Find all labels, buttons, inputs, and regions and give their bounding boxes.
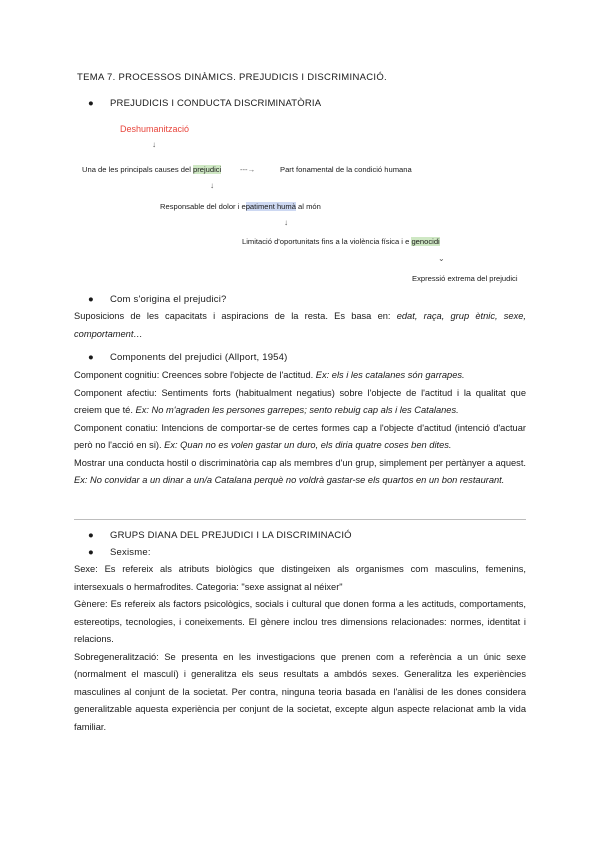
origin-text-examples: edat, raça, grup ètnic, sexe, comportament… (74, 311, 526, 339)
arrow-down-icon: ↓ (152, 140, 156, 149)
arrow-down-icon: ↓ (284, 218, 288, 227)
arrow-right-icon: ---→ (240, 165, 256, 174)
bullet-icon: ● (88, 547, 94, 558)
component-afectiu: Component afectiu: Sentiments forts (habitualment negatius) sobre l'objecte de l'actitud i la qualitat que creiem que té. (74, 387, 526, 415)
arrow-down-icon: ↓ (210, 181, 214, 190)
definition-genere: Gènere: Es refereix als factors psicològics, socials i cultural que donen forma a les actituds, comportaments, estereotips, tecnologies, i coneixements. El gènere inclou tres dimensions relacionades: normes, identitat i relacions. (74, 599, 526, 644)
definition-sobregeneralitzacio: Sobregeneralització: Se presenta en les investigacions que prenen com a referència a un únic sexe (normalment el masculí) i generalitza els seus resultats a ambdós sexes. Generalitza les experiències masculines al conjunt de la societat. Per contra, ninguna teoria basada en l'anàlisi de les dones considera generalitzable aquesta experiència per conjunt de la societat, excepte algun aspecte relacionat amb la vida familiar. (74, 651, 526, 732)
component-cognitiu-example: Ex: els i les catalanes són garrapes. (315, 370, 465, 380)
diagram-highlight-patiment: patiment humà (245, 202, 296, 211)
section-heading-text: GRUPS DIANA DEL PREJUDICI I LA DISCRIMINACIÓ (110, 530, 352, 541)
sexisme-heading: Sexisme: (110, 547, 151, 558)
origin-paragraph (74, 308, 526, 343)
component-conatiu-example: Ex: Quan no es volen gastar un duro, els diria quatre coses ben dites. (164, 440, 452, 450)
diagram-text: Una de les principals causes del (82, 165, 194, 174)
sexisme-paragraph (74, 561, 526, 736)
diagram-dehumanitzacio: Deshumanització (120, 124, 190, 134)
bullet-icon: ● (88, 98, 94, 109)
section-heading-grups-diana (88, 530, 352, 541)
diagram-text: Limitació d'oportunitats fins a la violència física i e (242, 237, 412, 246)
component-conducta-example: Ex: No convidar a un dinar a un/a Catalana perquè no voldrà gastar-se els quartos en un bon restaurant. (74, 475, 505, 485)
bullet-icon: ● (88, 530, 94, 541)
component-conducta: Mostrar una conducta hostil o discriminatòria cap als membres d'un grup, simplement per pertànyer a aquest. (74, 457, 526, 468)
section-heading-prejudicis (88, 98, 321, 109)
diagram-line-expressio: Expressió extrema del prejudici (412, 274, 518, 283)
diagram-highlight-prejudici: prejudici (193, 165, 222, 174)
diagram-line-causes (82, 165, 221, 174)
bullet-origin (88, 294, 227, 305)
diagram-line-violencia (242, 237, 440, 246)
diagram-text: Responsable del dolor i e (160, 202, 246, 211)
page-title: TEMA 7. PROCESSOS DINÀMICS. PREJUDICIS I DISCRIMINACIÓ. (77, 72, 387, 83)
bullet-icon: ● (88, 352, 94, 363)
diagram-line-dolor (160, 202, 321, 211)
diagram-highlight-genocidi: genocidi (411, 237, 440, 246)
diagram-line-condicio: Part fonamental de la condició humana (280, 165, 412, 174)
diagram-text: al món (295, 202, 321, 211)
component-conatiu: Component conatiu: Intencions de comportar-se de certes formes cap a l'objecte d'actitud (intenció d'actuar però no l'acció en si). (74, 422, 526, 450)
bullet-sexisme (88, 547, 151, 558)
origin-heading: Com s'origina el prejudici? (110, 294, 227, 305)
component-afectiu-example: Ex: No m'agraden les persones garrepes; sento rebuig cap als i les Catalanes. (135, 405, 459, 415)
chevron-down-icon: ⌄ (438, 254, 445, 263)
section-heading-text: PREJUDICIS I CONDUCTA DISCRIMINATÒRIA (110, 98, 322, 109)
bullet-components (88, 352, 288, 363)
component-cognitiu: Component cognitiu: Creences sobre l'objecte de l'actitud. (74, 370, 316, 380)
definition-sexe: Sexe: Es refereix als atributs biològics que distingeixen als organismes com masculins, femenins, intersexuals o hermafrodites. Categoria: "sexe assignat al néixer" (74, 564, 526, 592)
components-paragraph (74, 367, 526, 490)
origin-text: Suposicions de les capacitats i aspiracions de la resta. Es basa en: (74, 311, 397, 321)
components-heading: Components del prejudici (Allport, 1954) (110, 352, 288, 363)
bullet-icon: ● (88, 294, 94, 305)
horizontal-divider (74, 519, 526, 520)
